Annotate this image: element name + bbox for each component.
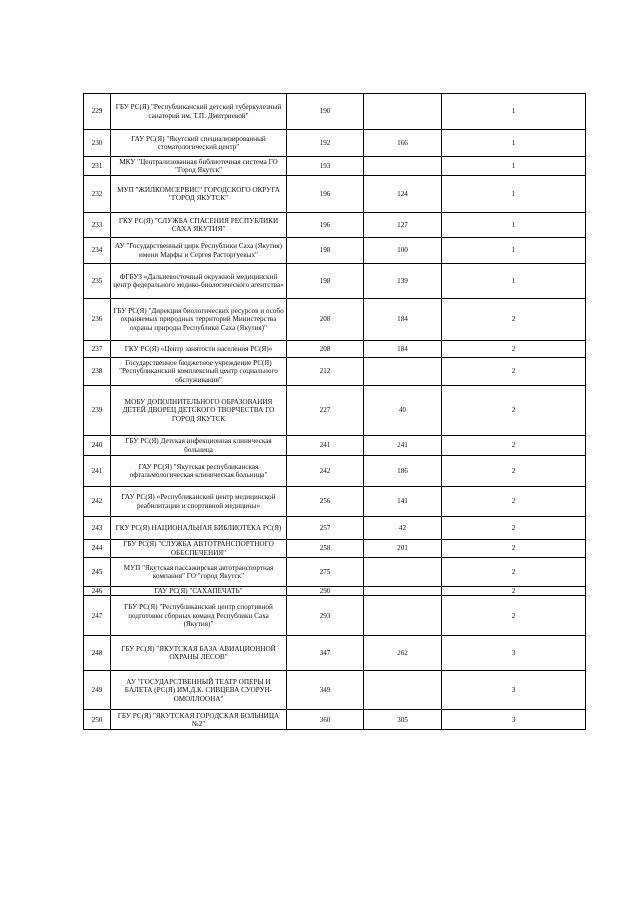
table-row: [84, 299, 586, 341]
table-row: [84, 456, 586, 487]
category-cell: 1: [442, 157, 586, 176]
value-b-cell: 100: [364, 238, 442, 264]
category-cell: 1: [442, 264, 586, 299]
table-row: [84, 558, 586, 587]
value-a-cell: 290: [287, 587, 364, 596]
table-row: [84, 157, 586, 176]
value-a-cell: 208: [287, 299, 364, 341]
organization-cell: ГБУ РС(Я) "Республиканский детский туберкулезный санаторий им. Т.П. Дмитриевой": [111, 94, 287, 130]
value-b-cell: 124: [364, 176, 442, 213]
category-cell: 1: [442, 94, 586, 130]
category-cell: 2: [442, 358, 586, 386]
row-number-cell: 241: [84, 456, 111, 487]
table-row: [84, 358, 586, 386]
table-row: [84, 238, 586, 264]
organization-cell: ГКУ РС(Я) НАЦИОНАЛЬНАЯ БИБЛИОТЕКА РС(Я): [111, 517, 287, 540]
value-b-cell: 262: [364, 636, 442, 671]
value-b-cell: [364, 157, 442, 176]
table-row: [84, 540, 586, 558]
value-b-cell: [364, 558, 442, 587]
value-b-cell: 201: [364, 540, 442, 558]
value-b-cell: [364, 596, 442, 636]
value-a-cell: 196: [287, 213, 364, 238]
row-number-cell: 234: [84, 238, 111, 264]
table-row: [84, 517, 586, 540]
category-cell: 2: [442, 436, 586, 456]
organization-cell: ГАУ РС(Я) "Якутский специализированный стоматологический центр": [111, 130, 287, 157]
category-cell: 2: [442, 386, 586, 436]
organization-cell: ГБУ РС(Я) "Республиканский центр спортивной подготовки сборных команд Республики Саха (Якутия)": [111, 596, 287, 636]
table-row: [84, 130, 586, 157]
category-cell: 2: [442, 558, 586, 587]
organization-cell: ГБУ РС(Я) "СЛУЖБА АВТОТРАНСПОРТНОГО ОБЕСПЕЧЕНИЯ": [111, 540, 287, 558]
organization-cell: МУП "Якутская пассажирская автотранспортная компания" ГО "город Якутск": [111, 558, 287, 587]
value-a-cell: 193: [287, 157, 364, 176]
value-a-cell: 257: [287, 517, 364, 540]
organization-cell: МУП "ЖИЛКОМСЕРВИС" ГОРОДСКОГО ОКРУГА "ГОРОД ЯКУТСК": [111, 176, 287, 213]
value-b-cell: 40: [364, 386, 442, 436]
row-number-cell: 242: [84, 487, 111, 517]
row-number-cell: 246: [84, 587, 111, 596]
table-row: [84, 386, 586, 436]
value-a-cell: 347: [287, 636, 364, 671]
organization-cell: ГКУ РС(Я) «Центр занятости населения РС(Я)»: [111, 341, 287, 358]
organization-cell: АУ "ГОСУДАРСТВЕННЫЙ ТЕАТР ОПЕРЫ И БАЛЕТА (РС(Я) ИМ.Д.К. СИВЦЕВА СУОРУН-ОМОЛЛООНА": [111, 671, 287, 710]
table-row: [84, 671, 586, 710]
value-b-cell: 141: [364, 487, 442, 517]
category-cell: 2: [442, 456, 586, 487]
value-b-cell: 139: [364, 264, 442, 299]
category-cell: 2: [442, 487, 586, 517]
category-cell: 2: [442, 341, 586, 358]
table-row: [84, 636, 586, 671]
category-cell: 3: [442, 671, 586, 710]
table-row: [84, 487, 586, 517]
row-number-cell: 244: [84, 540, 111, 558]
organization-cell: ГАУ РС(Я) «Республиканский центр медицинской реабилитации и спортивной медицины»: [111, 487, 287, 517]
row-number-cell: 230: [84, 130, 111, 157]
table-row: [84, 596, 586, 636]
value-b-cell: [364, 94, 442, 130]
organization-cell: ГБУ РС(Я) "Дирекция биологических ресурсов и особо охраняемых природных территорий Министерства охраны природы Республики Саха (Якутия)": [111, 299, 287, 341]
category-cell: 2: [442, 517, 586, 540]
category-cell: 2: [442, 587, 586, 596]
row-number-cell: 235: [84, 264, 111, 299]
row-number-cell: 229: [84, 94, 111, 130]
row-number-cell: 233: [84, 213, 111, 238]
row-number-cell: 249: [84, 671, 111, 710]
value-b-cell: 184: [364, 299, 442, 341]
value-a-cell: 241: [287, 436, 364, 456]
category-cell: 1: [442, 176, 586, 213]
row-number-cell: 250: [84, 710, 111, 730]
category-cell: 1: [442, 238, 586, 264]
organization-cell: ГКУ РС(Я) "СЛУЖБА СПАСЕНИЯ РЕСПУБЛИКИ САХА ЯКУТИЯ": [111, 213, 287, 238]
category-cell: 3: [442, 710, 586, 730]
organization-cell: ГБУ РС(Я) Детская инфекционная клиническая больница: [111, 436, 287, 456]
table-row: [84, 587, 586, 596]
table-row: [84, 341, 586, 358]
organization-cell: АУ "Государственный цирк Республики Саха (Якутия) имени Марфы и Сергея Расторгуевых": [111, 238, 287, 264]
category-cell: 1: [442, 130, 586, 157]
value-a-cell: 198: [287, 238, 364, 264]
row-number-cell: 243: [84, 517, 111, 540]
row-number-cell: 231: [84, 157, 111, 176]
value-a-cell: 242: [287, 456, 364, 487]
row-number-cell: 236: [84, 299, 111, 341]
value-b-cell: 184: [364, 341, 442, 358]
organization-cell: МОБУ ДОПОЛНИТЕЛЬНОГО ОБРАЗОВАНИЯ ДЕТЕЙ ДВОРЕЦ ДЕТСКОГО ТВОРЧЕСТВА ГО ГОРОД ЯКУТСК: [111, 386, 287, 436]
category-cell: 3: [442, 636, 586, 671]
value-a-cell: 227: [287, 386, 364, 436]
value-a-cell: 196: [287, 176, 364, 213]
organization-cell: ГАУ РС(Я) "Якутская республиканская офтальмологическая клиническая больница": [111, 456, 287, 487]
value-a-cell: 360: [287, 710, 364, 730]
value-a-cell: 208: [287, 341, 364, 358]
value-b-cell: 42: [364, 517, 442, 540]
row-number-cell: 245: [84, 558, 111, 587]
organization-cell: Государственное бюджетное учреждение РС(Я) "Республиканский комплексный центр социального обслуживания": [111, 358, 287, 386]
data-table: [83, 93, 586, 730]
value-a-cell: 192: [287, 130, 364, 157]
value-a-cell: 256: [287, 487, 364, 517]
value-a-cell: 349: [287, 671, 364, 710]
organization-cell: ГБУ РС(Я) "ЯКУТСКАЯ ГОРОДСКАЯ БОЛЬНИЦА №2": [111, 710, 287, 730]
category-cell: 2: [442, 596, 586, 636]
value-a-cell: 293: [287, 596, 364, 636]
value-b-cell: 305: [364, 710, 442, 730]
category-cell: 2: [442, 540, 586, 558]
category-cell: 1: [442, 213, 586, 238]
table-row: [84, 176, 586, 213]
row-number-cell: 237: [84, 341, 111, 358]
value-b-cell: [364, 587, 442, 596]
value-b-cell: 127: [364, 213, 442, 238]
table-body: [84, 94, 586, 730]
organization-cell: МКУ "Централизованная библиотечная система ГО "Город Якутск": [111, 157, 287, 176]
table-row: [84, 710, 586, 730]
organization-cell: ФГБУЗ «Дальневосточный окружной медицинский центр федерального медико-биологического агентства»: [111, 264, 287, 299]
organization-cell: ГБУ РС(Я) "ЯКУТСКАЯ БАЗА АВИАЦИОННОЙ ОХРАНЫ ЛЕСОВ": [111, 636, 287, 671]
category-cell: 2: [442, 299, 586, 341]
value-b-cell: [364, 358, 442, 386]
row-number-cell: 240: [84, 436, 111, 456]
table-row: [84, 94, 586, 130]
value-b-cell: 186: [364, 456, 442, 487]
table-row: [84, 264, 586, 299]
value-b-cell: 166: [364, 130, 442, 157]
table-row: [84, 213, 586, 238]
row-number-cell: 232: [84, 176, 111, 213]
row-number-cell: 248: [84, 636, 111, 671]
value-a-cell: 212: [287, 358, 364, 386]
organization-cell: ГАУ РС(Я) "САХАПЕЧАТЬ": [111, 587, 287, 596]
row-number-cell: 247: [84, 596, 111, 636]
value-a-cell: 258: [287, 540, 364, 558]
row-number-cell: 239: [84, 386, 111, 436]
value-a-cell: 190: [287, 94, 364, 130]
value-b-cell: 241: [364, 436, 442, 456]
table-row: [84, 436, 586, 456]
value-b-cell: [364, 671, 442, 710]
row-number-cell: 238: [84, 358, 111, 386]
value-a-cell: 275: [287, 558, 364, 587]
value-a-cell: 198: [287, 264, 364, 299]
